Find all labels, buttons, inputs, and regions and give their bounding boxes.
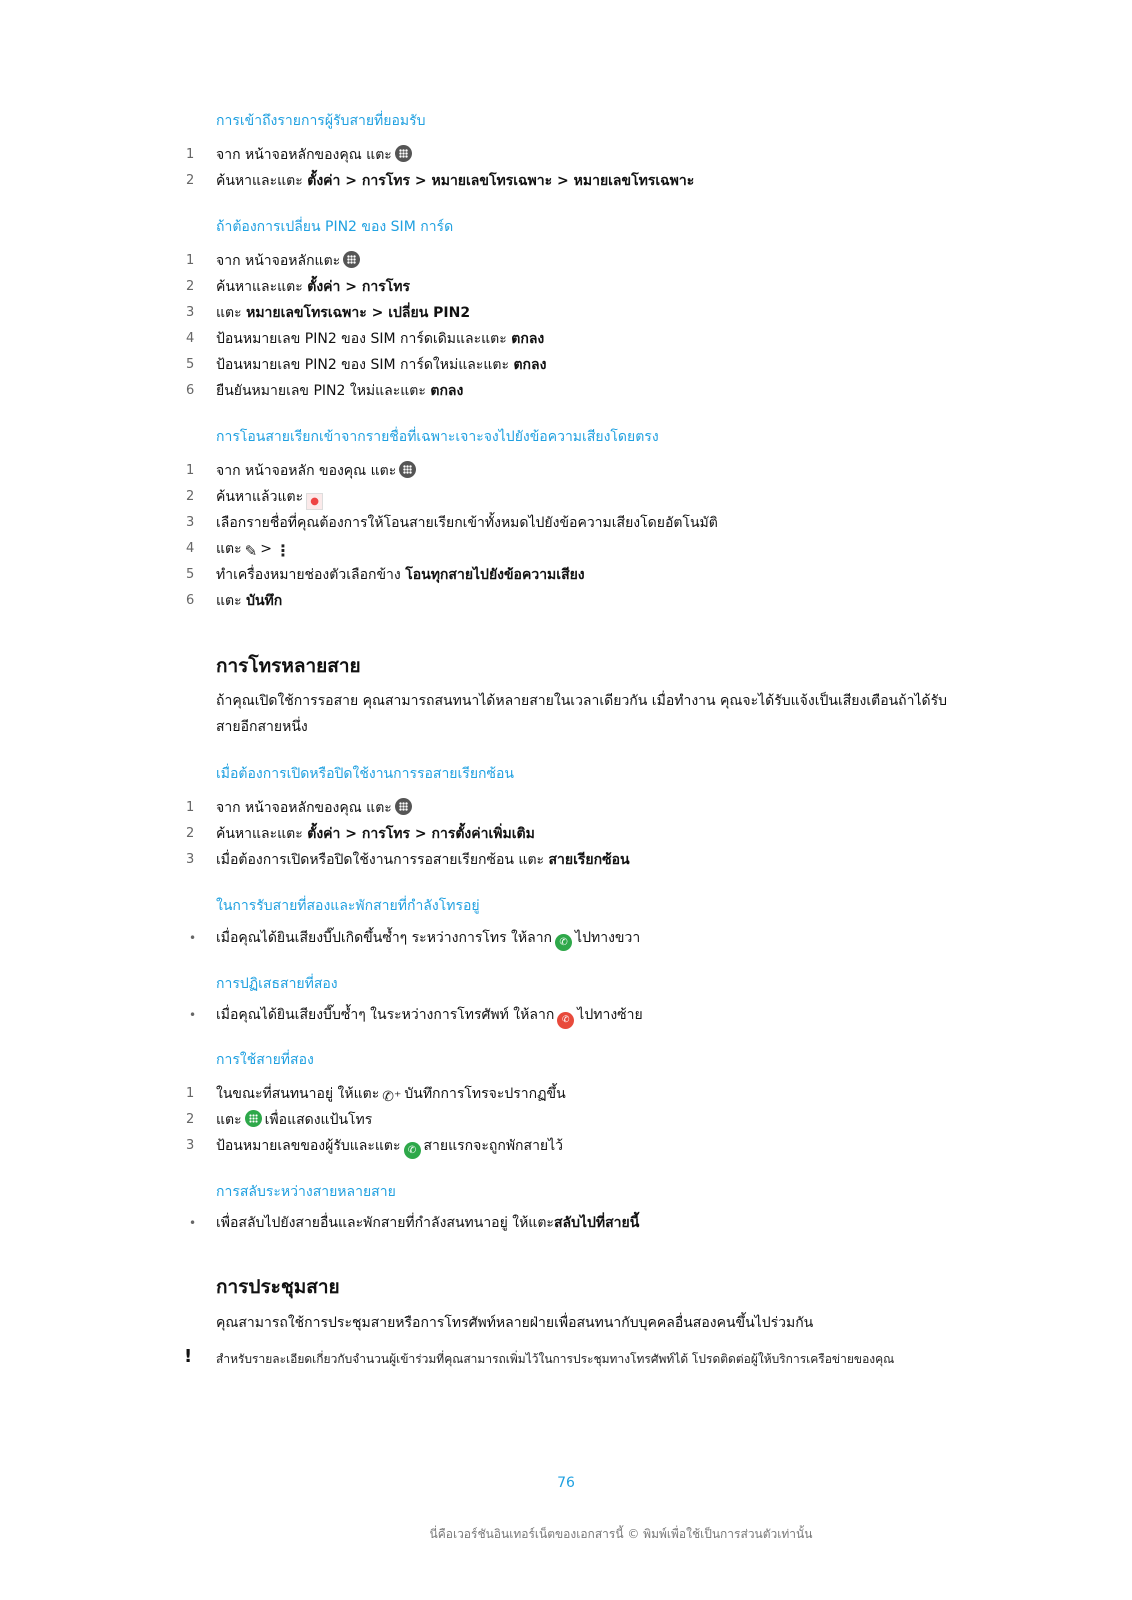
step-text xyxy=(216,850,630,870)
phone-answer-icon: ✆ xyxy=(555,934,572,951)
menu-settings: ตั้งค่า xyxy=(307,826,341,842)
step-number: 5 xyxy=(186,357,195,372)
bullet-text-part: ไปทางซ้าย xyxy=(577,1007,643,1023)
step-number: 2 xyxy=(186,279,195,294)
menu-fixed-dialing: หมายเลขโทรเฉพาะ xyxy=(573,173,695,189)
separator: > xyxy=(340,173,362,189)
step-text xyxy=(216,171,694,191)
step-text-part: ป้อนหมายเลข PIN2 ของ SIM การ์ดเดิมและแตะ xyxy=(216,331,512,347)
bullet-mark: • xyxy=(189,1216,197,1230)
step-text xyxy=(216,355,546,375)
step-number: 6 xyxy=(186,593,195,608)
separator: > xyxy=(340,279,362,295)
step-text xyxy=(216,565,585,585)
step-text xyxy=(216,1136,563,1159)
subheading-call-waiting: เมื่อต้องการเปิดหรือปิดใช้งานการรอสายเรียกซ้อน xyxy=(216,766,514,782)
bullet-text-part: เพื่อสลับไปยังสายอื่นและพักสายที่กำลังสนทนาอยู่ ให้แตะ xyxy=(216,1215,554,1231)
separator: > xyxy=(260,541,272,557)
step-text xyxy=(216,1084,566,1107)
step-number: 2 xyxy=(186,826,195,841)
menu-fixed-dialing: หมายเลขโทรเฉพาะ xyxy=(431,173,553,189)
step-row xyxy=(0,145,1132,171)
option-call-waiting: สายเรียกซ้อน xyxy=(548,852,630,868)
step-text: เลือกรายชื่อที่คุณต้องการให้โอนสายเรียกเข้าทั้งหมดไปยังข้อความเสียงโดยอัตโนมัติ xyxy=(216,515,718,531)
bullet-text xyxy=(216,1213,639,1233)
step-row xyxy=(0,1084,1132,1110)
menu-settings: ตั้งค่า xyxy=(307,173,341,189)
subheading-make-second-call: การใช้สายที่สอง xyxy=(216,1052,314,1068)
conference-paragraph: คุณสามารถใช้การประชุมสายหรือการโทรศัพท์หลายฝ่ายเพื่อสนทนากับบุคคลอื่นสองคนขึ้นไปร่วมกัน xyxy=(216,1315,814,1331)
step-text xyxy=(216,277,410,297)
bullet-text-part: ไปทางขวา xyxy=(575,930,641,946)
step-number: 2 xyxy=(186,489,195,504)
step-row xyxy=(0,303,1132,329)
step-text-part: เมื่อต้องการเปิดหรือปิดใช้งานการรอสายเรียกซ้อน แตะ xyxy=(216,852,549,868)
save-label: บันทึก xyxy=(246,593,283,609)
step-text-part: ทำเครื่องหมายช่องตัวเลือกข้าง xyxy=(216,567,406,583)
call-icon: ✆ xyxy=(404,1142,421,1159)
step-row xyxy=(0,251,1132,277)
step-number: 1 xyxy=(186,147,195,162)
separator: > xyxy=(410,826,432,842)
step-row xyxy=(0,355,1132,381)
page-number: 76 xyxy=(557,1475,575,1491)
apps-icon xyxy=(343,251,360,268)
step-text xyxy=(216,824,535,844)
step-text xyxy=(216,381,463,401)
step-text-part: ป้อนหมายเลข PIN2 ของ SIM การ์ดใหม่และแตะ xyxy=(216,357,514,373)
more-vert-icon: ⋮ xyxy=(274,541,291,560)
menu-settings: ตั้งค่า xyxy=(307,279,341,295)
step-text xyxy=(216,1110,372,1130)
separator: > xyxy=(340,826,362,842)
step-number: 1 xyxy=(186,800,195,815)
step-row xyxy=(0,1136,1132,1162)
warning-icon: ! xyxy=(184,1346,193,1367)
separator: > xyxy=(410,173,432,189)
step-number: 2 xyxy=(186,173,195,188)
step-text xyxy=(216,303,470,323)
step-text-part: ค้นหาและแตะ xyxy=(216,279,308,295)
menu-calls: การโทร xyxy=(361,279,410,295)
step-text xyxy=(216,798,415,818)
step-text-part: แตะ xyxy=(216,305,247,321)
multi-calls-paragraph: ถ้าคุณเปิดใช้การรอสาย คุณสามารถสนทนาได้หลายสายในเวลาเดียวกัน เมื่อทำงาน คุณจะได้รับแจ้งเป็นเสียงเตือนถ้าได้รับสายอีกสายหนึ่ง xyxy=(216,693,948,735)
menu-calls: การโทร xyxy=(361,173,410,189)
bullet-row xyxy=(0,928,1132,954)
apps-icon xyxy=(395,145,412,162)
step-row xyxy=(0,1110,1132,1136)
ok-label: ตกลง xyxy=(430,383,464,399)
step-text-part: ป้อนหมายเลขของผู้รับและแตะ xyxy=(216,1138,401,1154)
step-text xyxy=(216,487,326,510)
step-row xyxy=(0,850,1132,876)
step-row xyxy=(0,824,1132,850)
step-number: 3 xyxy=(186,305,195,320)
subheading-switch-calls: การสลับระหว่างสายหลายสาย xyxy=(216,1184,396,1200)
page-footer: นี่คือเวอร์ชันอินเทอร์เน็ตของเอกสารนี้ © พิมพ์เพื่อใช้เป็นการส่วนตัวเท่านั้น xyxy=(429,1527,813,1541)
step-text-part: สายแรกจะถูกพักสายไว้ xyxy=(423,1138,564,1154)
step-text-part: จาก หน้าจอหลักของคุณ แตะ xyxy=(216,147,392,163)
subheading-reject-second-call: การปฏิเสธสายที่สอง xyxy=(216,976,338,992)
bullet-text-part: เมื่อคุณได้ยินเสียงบี๊บซ้ำๆ ในระหว่างการโทรศัพท์ ให้ลาก xyxy=(216,1007,555,1023)
step-number: 5 xyxy=(186,567,195,582)
bullet-mark: • xyxy=(189,1008,197,1022)
menu-change-pin2: เปลี่ยน PIN2 xyxy=(388,305,471,321)
heading-conference-calls: การประชุมสาย xyxy=(216,1276,340,1298)
bullet-row xyxy=(0,1213,1132,1239)
subheading-change-pin2: ถ้าต้องการเปลี่ยน PIN2 ของ SIM การ์ด xyxy=(216,219,454,235)
apps-icon xyxy=(399,461,416,478)
step-row xyxy=(0,277,1132,303)
step-row xyxy=(0,487,1132,513)
subheading-allowed-callers: การเข้าถึงรายการผู้รับสายที่ยอมรับ xyxy=(216,113,426,129)
step-text-part: จาก หน้าจอหลัก ของคุณ แตะ xyxy=(216,463,397,479)
step-number: 3 xyxy=(186,852,195,867)
step-text-part: จาก หน้าจอหลักของคุณ แตะ xyxy=(216,800,392,816)
ok-label: ตกลง xyxy=(513,357,547,373)
subheading-answer-second-call: ในการรับสายที่สองและพักสายที่กำลังโทรอยู่ xyxy=(216,898,480,914)
subheading-forward-to-voicemail: การโอนสายเรียกเข้าจากรายชื่อที่เฉพาะเจาะจงไปยังข้อความเสียงโดยตรง xyxy=(216,429,659,445)
add-call-icon: ✆⁺ xyxy=(382,1089,402,1105)
step-number: 6 xyxy=(186,383,195,398)
phone-decline-icon: ✆ xyxy=(557,1012,574,1029)
bullet-text-part: เมื่อคุณได้ยินเสียงบี๊ปเกิดขึ้นซ้ำๆ ระหว่างการโทร ให้ลาก xyxy=(216,930,553,946)
step-text-part: เพื่อแสดงแป้นโทร xyxy=(264,1112,373,1128)
step-row xyxy=(0,565,1132,591)
contact-icon: ● xyxy=(306,493,323,510)
bullet-text xyxy=(216,928,640,951)
step-number: 1 xyxy=(186,253,195,268)
apps-icon xyxy=(395,798,412,815)
step-row xyxy=(0,329,1132,355)
step-text-part: แตะ xyxy=(216,1112,242,1128)
step-row xyxy=(0,591,1132,617)
step-row xyxy=(0,461,1132,487)
step-text xyxy=(216,145,415,165)
step-row xyxy=(0,171,1132,197)
step-text-part: แตะ xyxy=(216,593,247,609)
bullet-text xyxy=(216,1005,643,1029)
step-number: 1 xyxy=(186,463,195,478)
ok-label: ตกลง xyxy=(511,331,545,347)
bullet-mark: • xyxy=(189,931,197,945)
step-row xyxy=(0,798,1132,824)
step-number: 4 xyxy=(186,331,195,346)
step-text-part: แตะ xyxy=(216,541,242,557)
step-text-part: ค้นหาและแตะ xyxy=(216,173,308,189)
step-text-part: ค้นหาและแตะ xyxy=(216,826,308,842)
step-text xyxy=(216,251,363,271)
step-text xyxy=(216,329,544,349)
step-number: 2 xyxy=(186,1112,195,1127)
option-forward-all: โอนทุกสายไปยังข้อความเสียง xyxy=(405,567,585,583)
step-text xyxy=(216,591,282,611)
step-text-part: ยืนยันหมายเลข PIN2 ใหม่และแตะ xyxy=(216,383,431,399)
step-text-part: ในขณะที่สนทนาอยู่ ให้แตะ xyxy=(216,1086,380,1102)
option-swap-call: สลับไปที่สายนี้ xyxy=(553,1215,640,1231)
pencil-icon: ✎ xyxy=(244,542,258,560)
step-text-part: จาก หน้าจอหลักแตะ xyxy=(216,253,341,269)
separator: > xyxy=(552,173,574,189)
step-row xyxy=(0,513,1132,539)
step-row xyxy=(0,381,1132,407)
dialpad-icon xyxy=(245,1110,262,1127)
bullet-row xyxy=(0,1005,1132,1031)
step-number: 4 xyxy=(186,541,195,556)
menu-additional-settings: การตั้งค่าเพิ่มเติม xyxy=(431,826,535,842)
step-text-part: บันทึกการโทรจะปรากฏขึ้น xyxy=(404,1086,566,1102)
step-text-part: ค้นหาแล้วแตะ xyxy=(216,489,304,505)
note-text: สำหรับรายละเอียดเกี่ยวกับจำนวนผู้เข้าร่วมที่คุณสามารถเพิ่มไว้ในการประชุมทางโทรศัพท์ได้ โปรดติดต่อผู้ให้บริการเครือข่ายของคุณ xyxy=(216,1352,895,1366)
step-row xyxy=(0,539,1132,565)
step-number: 3 xyxy=(186,515,195,530)
step-text xyxy=(216,461,419,481)
separator: > xyxy=(366,305,389,321)
menu-fixed-dialing: หมายเลขโทรเฉพาะ xyxy=(246,305,367,321)
step-text xyxy=(216,539,294,561)
heading-multiple-calls: การโทรหลายสาย xyxy=(216,655,361,677)
step-number: 3 xyxy=(186,1138,195,1153)
step-number: 1 xyxy=(186,1086,195,1101)
menu-calls: การโทร xyxy=(361,826,410,842)
